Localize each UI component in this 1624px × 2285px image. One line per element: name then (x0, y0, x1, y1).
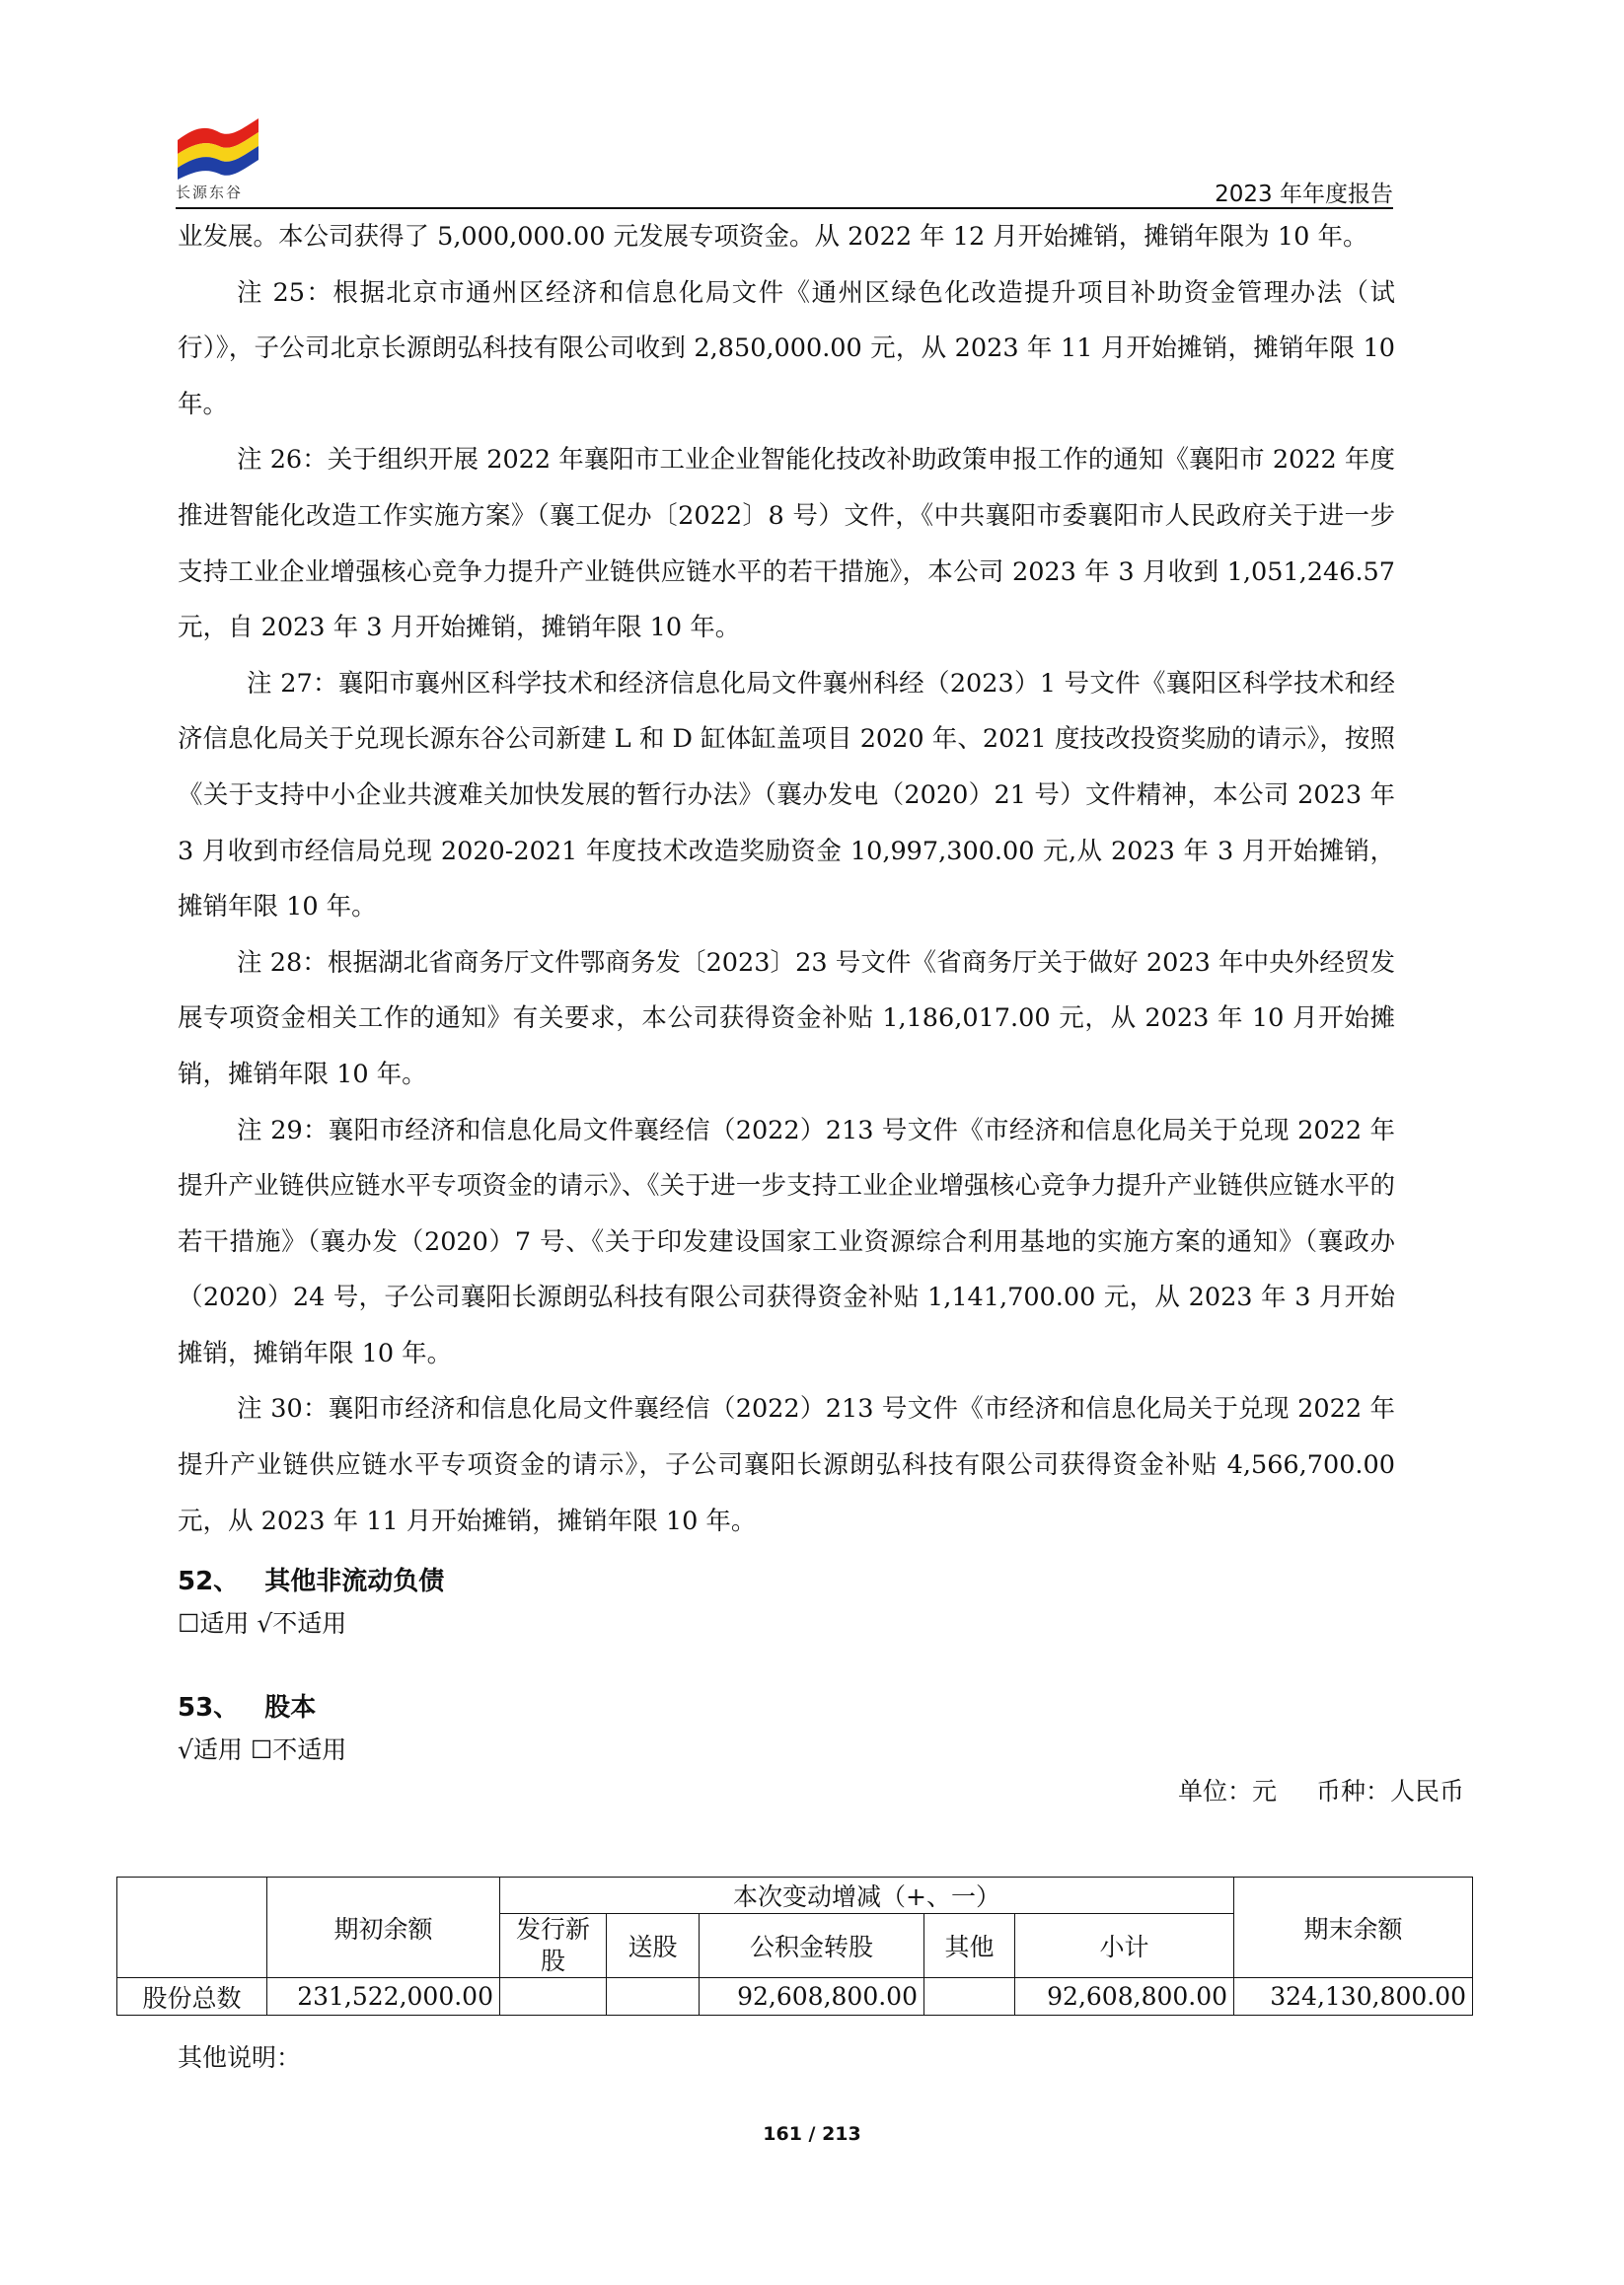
section-52-heading (178, 1561, 1395, 1602)
header-bonus-shares: 送股 (607, 1914, 700, 1978)
share-capital-table (116, 1877, 1473, 2016)
company-logo (176, 118, 260, 202)
row-label-total-shares: 股份总数 (117, 1978, 267, 2016)
cell-new-issue (500, 1978, 607, 2016)
report-title: 2023 年年度报告 (1215, 182, 1393, 207)
table-row (117, 1978, 1473, 2016)
company-logo-icon (176, 118, 260, 180)
cell-other (924, 1978, 1015, 2016)
table-corner-cell (117, 1878, 267, 1978)
currency-label: 币种：人民币 (1315, 1777, 1464, 1806)
header-reserve-conversion: 公积金转股 (700, 1914, 924, 1978)
section-53-heading (178, 1687, 1395, 1729)
header-opening-balance: 期初余额 (267, 1878, 500, 1978)
section-53-number: 53、 (178, 1693, 240, 1724)
header-closing-balance: 期末余额 (1234, 1878, 1473, 1978)
note-28: 注 28：根据湖北省商务厅文件鄂商务发〔2023〕23 号文件《省商务厅关于做好 2023 年中央外经贸发展专项资金相关工作的通知》有关要求，本公司获得资金补贴 1,186,017.00 元，从 2023 年 10 月开始摊销，摊销年限 10 年。 (178, 947, 1395, 1089)
note-29: 注 29：襄阳市经济和信息化局文件襄经信（2022）213 号文件《市经济和信息化局关于兑现 2022 年提升产业链供应链水平专项资金的请示》、《关于进一步支持工业企业增强核心竞争力提升产业链供应链水平的若干措施》（襄办发（2020）7 号、《关于印发建设国家工业资源综合利用基地的实施方案的通知》（襄政办（2020）24 号，子公司襄阳长源朗弘科技有限公司获得资金补贴 1,141,700.00 元，从 2023 年 3 月开始摊销，摊销年限 10 年。 (178, 1115, 1395, 1368)
header-other: 其他 (924, 1914, 1015, 1978)
section-52-title: 其他非流动负债 (264, 1567, 445, 1597)
section-52-applicability: ☐适用 √不适用 (178, 1609, 347, 1639)
section-53-applicability: √适用 ☐不适用 (178, 1735, 347, 1765)
cell-reserve-conversion: 92,608,800.00 (700, 1978, 924, 2016)
logo-text: 长源东谷 (176, 184, 244, 201)
note-25: 注 25：根据北京市通州区经济和信息化局文件《通州区绿色化改造提升项目补助资金管理办法（试行）》，子公司北京长源朗弘科技有限公司收到 2,850,000.00 元，从 2023 年 11 月开始摊销，摊销年限 10 年。 (178, 277, 1395, 419)
cell-bonus-shares (607, 1978, 700, 2016)
unit-label: 单位：元 (1177, 1777, 1277, 1806)
page-number: 161 / 213 (763, 2123, 861, 2145)
cell-opening-balance: 231,522,000.00 (267, 1978, 500, 2016)
header-new-issue: 发行新股 (500, 1914, 607, 1978)
unit-currency-line (178, 1772, 1464, 1811)
document-body (178, 209, 1464, 1811)
section-spacer (178, 1644, 1395, 1675)
cell-subtotal: 92,608,800.00 (1015, 1978, 1234, 2016)
section-53-title: 股本 (264, 1693, 317, 1724)
other-note-label: 其他说明： (178, 2043, 302, 2072)
note-27: 注 27：襄阳市襄州区科学技术和经济信息化局文件襄州科经（2023）1 号文件《襄阳区科学技术和经济信息化局关于兑现长源东谷公司新建 L 和 D 缸体缸盖项目 2020 年、2021 度技改投资奖励的请示》，按照《关于支持中小企业共渡难关加快发展的暂行办法》（襄办发电（2020）21 号）文件精神，本公司 2023 年 3 月收到市经信局兑现 2020-2021 年度技术改造奖励资金 10,997,300.00 元,从 2023 年 3 月开始摊销，摊销年限 10 年。 (178, 668, 1395, 922)
cell-closing-balance: 324,130,800.00 (1234, 1978, 1473, 2016)
section-52-number: 52、 (178, 1567, 240, 1597)
header-subtotal: 小计 (1015, 1914, 1234, 1978)
note-26: 注 26：关于组织开展 2022 年襄阳市工业企业智能化技改补助政策申报工作的通知《襄阳市 2022 年度推进智能化改造工作实施方案》（襄工促办〔2022〕8 号）文件，《中共襄阳市委襄阳市人民政府关于进一步支持工业企业增强核心竞争力提升产业链供应链水平的若干措施》，本公司 2023 年 3 月收到 1,051,246.57 元，自 2023 年 3 月开始摊销，摊销年限 10 年。 (178, 445, 1395, 643)
paragraph-continuation: 业发展。本公司获得了 5,000,000.00 元发展专项资金。从 2022 年 12 月开始摊销，摊销年限为 10 年。 (178, 222, 1368, 252)
note-30: 注 30：襄阳市经济和信息化局文件襄经信（2022）213 号文件《市经济和信息化局关于兑现 2022 年提升产业链供应链水平专项资金的请示》，子公司襄阳长源朗弘科技有限公司获得资金补贴 4,566,700.00 元，从 2023 年 11 月开始摊销，摊销年限 10 年。 (178, 1394, 1395, 1536)
header-change-group: 本次变动增减（+、一） (500, 1878, 1234, 1914)
